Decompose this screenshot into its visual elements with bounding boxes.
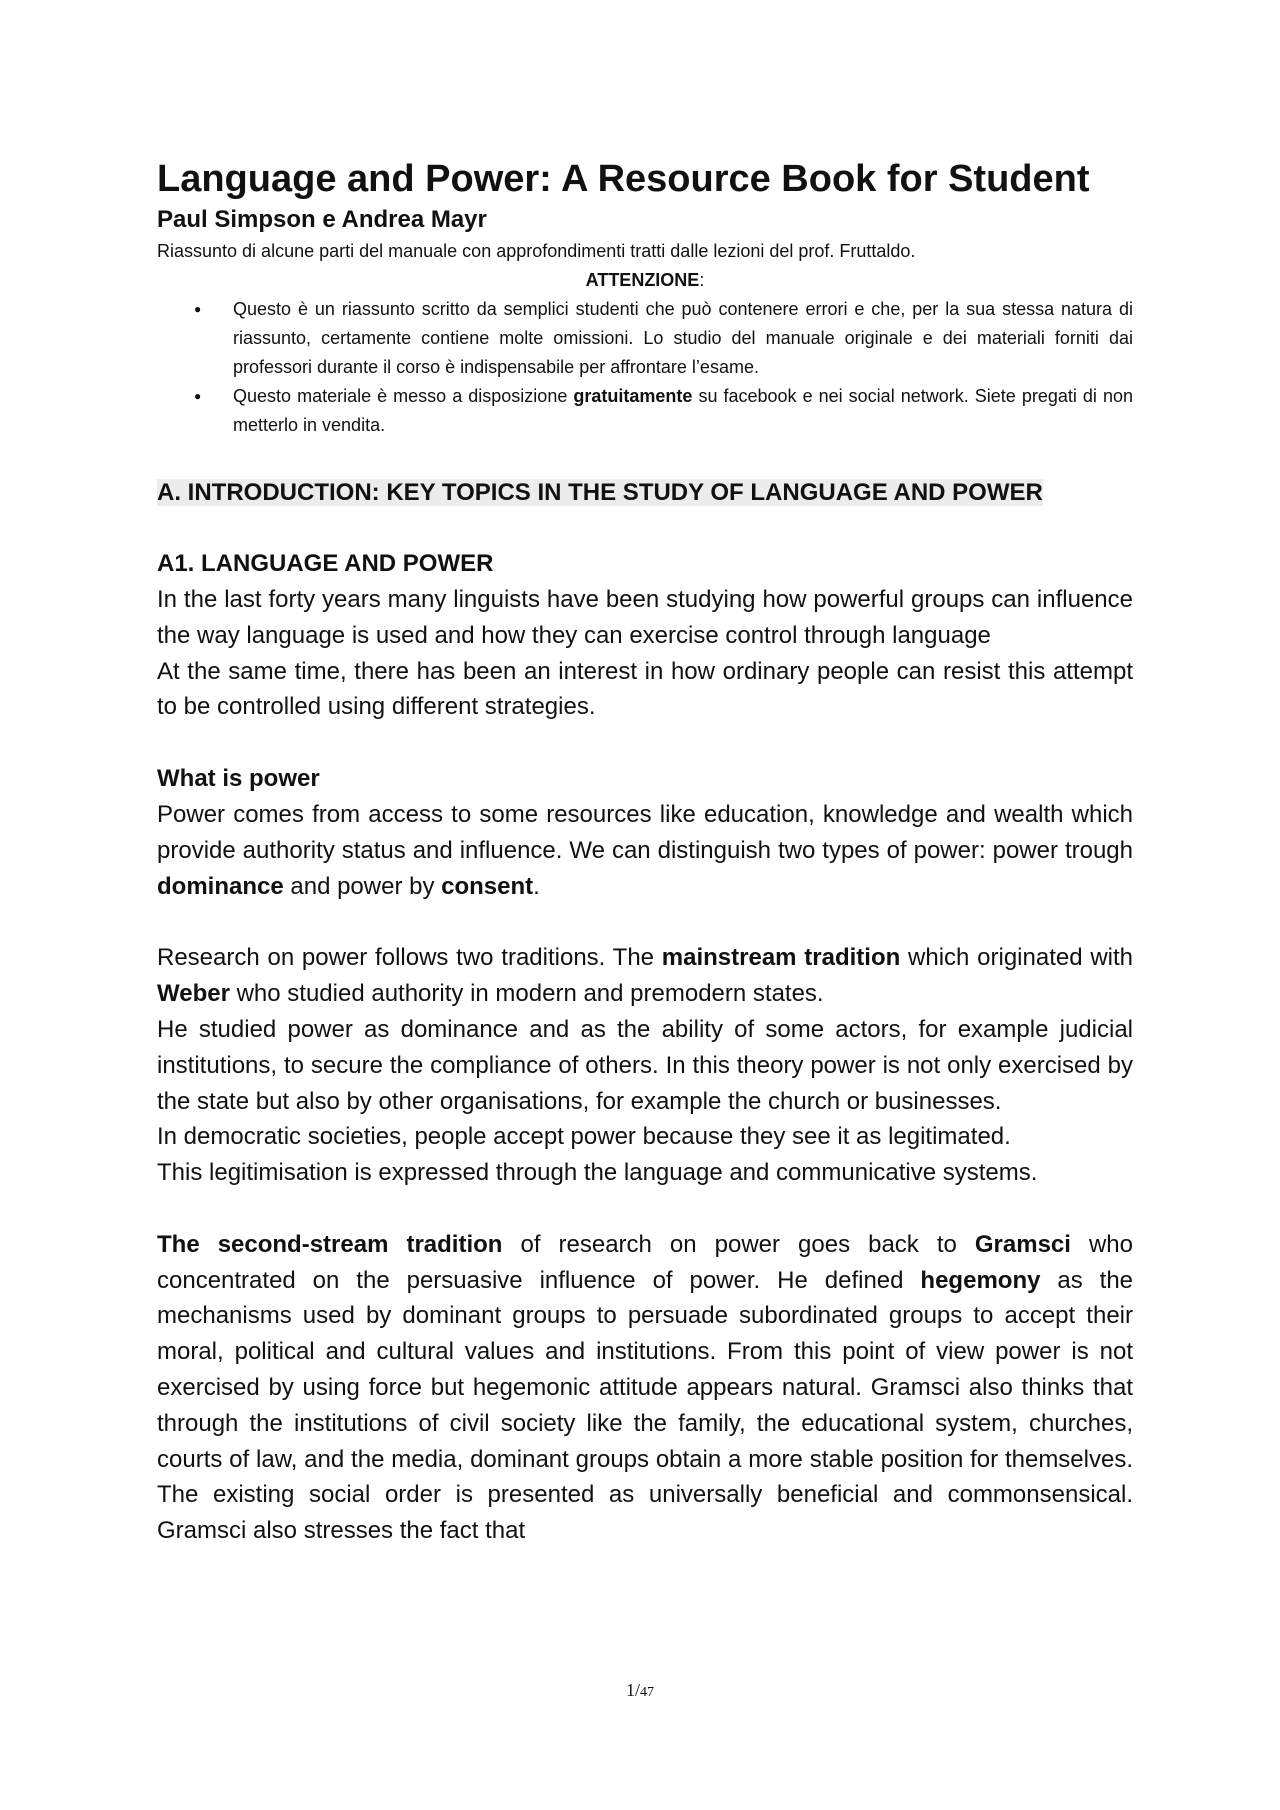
paragraph: At the same time, there has been an interest in how ordinary people can resist this attempt to be controlled using different strategies. <box>157 657 1133 721</box>
document-authors: Paul Simpson e Andrea Mayr <box>157 206 487 233</box>
paragraph-gap <box>157 1191 1133 1227</box>
page-number-total: 47 <box>640 1685 654 1700</box>
page-number <box>0 1680 1280 1701</box>
warning-bullet-2 <box>233 386 1133 435</box>
text-run: who studied authority in modern and premodern states. <box>229 980 824 1008</box>
paragraph-gap <box>157 905 1133 941</box>
text-run: . <box>533 872 540 900</box>
text-run: and power by <box>283 872 442 900</box>
warning-colon: : <box>699 270 705 290</box>
page-number-current: 1/ <box>625 1680 640 1700</box>
page-content <box>157 155 1133 1549</box>
list-item <box>157 295 1133 382</box>
text-run: of research on power goes back to <box>502 1230 975 1258</box>
bullet-icon: ● <box>194 302 202 316</box>
text-run: Power comes from access to some resources like education, knowledge and wealth which provide authority status and influence. We can distinguish two types of power: power trough <box>157 801 1133 864</box>
text-run: Questo materiale è messo a disposizione <box>233 386 574 406</box>
warning-bullet-1: Questo è un riassunto scritto da semplici studenti che può contenere errori e che, per la sua stessa natura di riassunto, certamente contiene molte omissioni. Lo studio del manuale originale e dei materiali forniti dai professori durante il corso è indispensabile per affrontare l’esame. <box>233 299 1133 377</box>
section-heading-a-text: A. INTRODUCTION: KEY TOPICS IN THE STUDY OF LANGUAGE AND POWER <box>157 479 1043 506</box>
text-run: as the mechanisms used by dominant groups to persuade subordinated groups to accept their moral, political and cultural values and institutions. From this point of view power is not exercised by using force but hegemonic attitude appears natural. Gramsci also thinks that through the institutions of civil society like the family, the educational system, churches, courts of law, and the media, dominant groups obtain a more stable position for themselves. The existing social order is presented as universally beneficial and commonsensical. Gramsci also stresses the fact that <box>157 1266 1134 1545</box>
bold-run: gratuitamente <box>573 386 693 406</box>
paragraph <box>157 940 1133 1012</box>
subheading-what-is-power: What is power <box>157 765 320 793</box>
bold-run: hegemony <box>920 1266 1041 1294</box>
warning-heading <box>157 266 1133 295</box>
bold-run: dominance <box>157 872 284 900</box>
paragraph: In democratic societies, people accept power because they see it as legitimated. <box>157 1123 1011 1151</box>
summary-note: Riassunto di alcune parti del manuale con approfondimenti tratti dalle lezioni del prof. Fruttaldo. <box>157 241 916 261</box>
paragraph: He studied power as dominance and as the ability of some actors, for example judicial institutions, to secure the compliance of others. In this theory power is not only exercised by the state but also by other organisations, for example the church or businesses. <box>157 1015 1133 1115</box>
paragraph <box>157 1227 1133 1549</box>
text-run: which originated with <box>900 944 1133 972</box>
text-run: su facebook e nei social network. Siete pregati di non metterlo in vendita. <box>233 386 1133 435</box>
paragraph: This legitimisation is expressed through the language and communicative systems. <box>157 1159 1038 1187</box>
bold-run: consent <box>441 872 534 900</box>
warning-label: ATTENZIONE <box>585 270 700 290</box>
paragraph: In the last forty years many linguists have been studying how powerful groups can influence the way language is used and how they can exercise control through language <box>157 586 1133 649</box>
section-heading-a1: A1. LANGUAGE AND POWER <box>157 550 494 577</box>
warning-list <box>157 295 1133 440</box>
text-run: who concentrated on the persuasive influence of power. He defined <box>157 1230 1133 1294</box>
text-run: Research on power follows two traditions. The <box>157 944 662 972</box>
bold-run: The second-stream tradition <box>157 1230 503 1258</box>
bold-run: mainstream tradition <box>661 944 901 972</box>
paragraph <box>157 797 1133 904</box>
bold-run: Weber <box>157 980 230 1008</box>
list-item <box>157 382 1133 440</box>
bold-run: Gramsci <box>974 1230 1071 1258</box>
section-heading-a <box>157 476 1133 510</box>
document-title: Language and Power: A Resource Book for Student <box>157 158 1090 200</box>
bullet-icon: ● <box>194 389 202 403</box>
